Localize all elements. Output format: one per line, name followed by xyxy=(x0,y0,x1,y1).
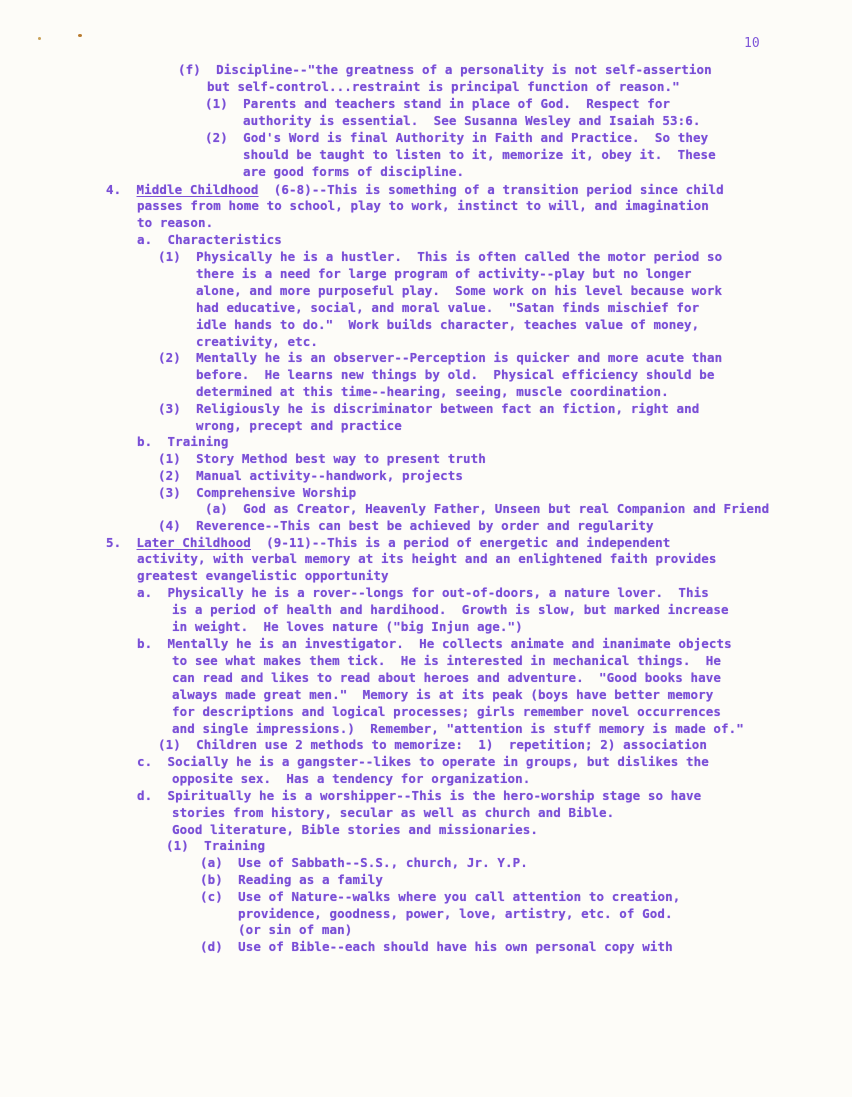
text-line: (4) Reverence--This can best be achieved by order and regularity xyxy=(158,518,654,533)
page-number: 10 xyxy=(744,36,760,51)
text-line: creativity, etc. xyxy=(196,334,319,349)
text-line: (1) Training xyxy=(166,838,266,853)
text-line: (2) Mentally he is an observer--Perception is quicker and more acute than xyxy=(158,350,723,365)
text-line: authority is essential. See Susanna Wesley and Isaiah 53:6. xyxy=(243,113,701,128)
text-line: for descriptions and logical processes; girls remember novel occurrences xyxy=(172,704,722,719)
text-line: (d) Use of Bible--each should have his own personal copy with xyxy=(200,939,673,954)
text-line: (or sin of man) xyxy=(238,922,353,937)
text-line: are good forms of discipline. xyxy=(243,164,465,179)
text-line: (3) Religiously he is discriminator between fact an fiction, right and xyxy=(158,401,700,416)
text-line: alone, and more purposeful play. Some work on his level because work xyxy=(196,283,723,298)
text-line: (a) Use of Sabbath--S.S., church, Jr. Y.P. xyxy=(200,855,528,870)
text-line: is a period of health and hardihood. Growth is slow, but marked increase xyxy=(172,602,729,617)
text-line: and single impressions.) Remember, "attention is stuff memory is made of." xyxy=(172,721,744,736)
text-line: had educative, social, and moral value. "Satan finds mischief for xyxy=(196,300,700,315)
text-line: (2) Manual activity--handwork, projects xyxy=(158,468,464,483)
text-line: (1) Children use 2 methods to memorize: 1) repetition; 2) association xyxy=(158,737,708,752)
text-line: Good literature, Bible stories and missionaries. xyxy=(172,822,539,837)
text-line: in weight. He loves nature ("big Injun age.") xyxy=(172,619,523,634)
text-line: stories from history, secular as well as church and Bible. xyxy=(172,805,615,820)
section-title: Middle Childhood xyxy=(136,182,259,197)
text-line: opposite sex. Has a tendency for organization. xyxy=(172,771,531,786)
text-line: but self-control...restraint is principal function of reason." xyxy=(207,79,680,94)
text-line: activity, with verbal memory at its height and an enlightened faith provides xyxy=(137,551,717,566)
section-intro: (6-8)--This is something of a transition period since child xyxy=(258,182,724,197)
paper-speck xyxy=(38,37,41,40)
text-line: should be taught to listen to it, memorize it, obey it. These xyxy=(243,147,716,162)
text-line: (a) God as Creator, Heavenly Father, Unseen but real Companion and Friend xyxy=(205,501,770,516)
subsection-heading: b. Training xyxy=(137,434,229,449)
text-line: before. He learns new things by old. Physical efficiency should be xyxy=(196,367,715,382)
text-line: can read and likes to read about heroes and adventure. "Good books have xyxy=(172,670,722,685)
text-line: to see what makes them tick. He is interested in mechanical things. He xyxy=(172,653,722,668)
text-line: (1) Parents and teachers stand in place of God. Respect for xyxy=(205,96,671,111)
text-line: wrong, precept and practice xyxy=(196,418,402,433)
text-line: greatest evangelistic opportunity xyxy=(137,568,389,583)
text-line: providence, goodness, power, love, artistry, etc. of God. xyxy=(238,906,673,921)
section-intro: (9-11)--This is a period of energetic and independent xyxy=(250,535,671,550)
text-line: to reason. xyxy=(137,215,214,230)
paper-speck xyxy=(78,34,82,37)
section-heading-line xyxy=(106,182,724,197)
section-title: Later Childhood xyxy=(136,535,251,550)
text-line: (c) Use of Nature--walks where you call attention to creation, xyxy=(200,889,681,904)
text-line: a. Physically he is a rover--longs for out-of-doors, a nature lover. This xyxy=(137,585,709,600)
text-line: determined at this time--hearing, seeing, muscle coordination. xyxy=(196,384,669,399)
text-line: (1) Physically he is a hustler. This is often called the motor period so xyxy=(158,249,723,264)
text-line: (f) Discipline--"the greatness of a personality is not self-assertion xyxy=(178,62,712,77)
text-line: there is a need for large program of activity--play but no longer xyxy=(196,266,692,281)
text-line: (b) Reading as a family xyxy=(200,872,384,887)
text-line: d. Spiritually he is a worshipper--This is the hero-worship stage so have xyxy=(137,788,702,803)
text-line: (1) Story Method best way to present truth xyxy=(158,451,486,466)
section-heading-line xyxy=(106,535,670,550)
subsection-heading: a. Characteristics xyxy=(137,232,282,247)
text-line: (3) Comprehensive Worship xyxy=(158,485,357,500)
text-line: c. Socially he is a gangster--likes to operate in groups, but dislikes the xyxy=(137,754,709,769)
text-line: (2) God's Word is final Authority in Faith and Practice. So they xyxy=(205,130,709,145)
section-number: 5. xyxy=(106,535,137,550)
section-number: 4. xyxy=(106,182,137,197)
text-line: idle hands to do." Work builds character, teaches value of money, xyxy=(196,317,700,332)
text-line: passes from home to school, play to work, instinct to will, and imagination xyxy=(137,198,709,213)
text-line: b. Mentally he is an investigator. He collects animate and inanimate objects xyxy=(137,636,732,651)
text-line: always made great men." Memory is at its peak (boys have better memory xyxy=(172,687,714,702)
